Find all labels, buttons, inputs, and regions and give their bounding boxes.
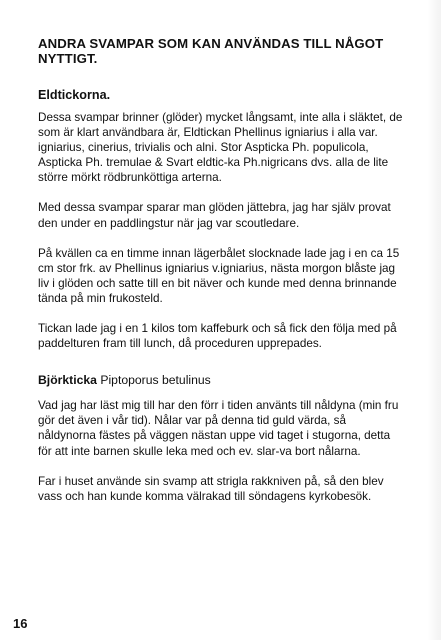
section-heading-eldtickorna: Eldtickorna. [38,88,111,102]
paragraph: Vad jag har läst mig till har den förr i tiden använts till nåldyna (min fru gör det även i vår tid). Nålar var på denna tid guld värda, så nåldynorna fästes på väggen nästan uppe vid taget i stugorna, detta för att inte barnen skulle leka med och ev. slar-va bort nålarna. [38,399,399,458]
paragraph: På kvällen ca en timme innan lägerbålet slocknade lade jag i en ca 15 cm stor frk. av Phellinus igniarius v.igniarius, nästa morgon blåste jag liv i glöden och satte till en bit näver och kunde med denna brinnande tända på min frukosteld. [38,246,400,305]
paragraph: Med dessa svampar sparar man glöden jättebra, jag har själv provat den under en paddlingstur när jag var scoutledare. [38,201,391,230]
paragraph: Dessa svampar brinner (glöder) mycket långsamt, inte alla i släktet, de som är klart användbara är, Eldtickan Phellinus igniarius i alla var. igniarius, cinerius, trivialis och alni. Stor Aspticka Ph. populicola, Aspticka Ph. tremulae & Svart eldtic-ka Ph.nigricans dvs. alla de lite större mörkt rödbrunköttiga arterna. [38,111,403,185]
paragraph: Far i huset använde sin svamp att strigla rakkniven på, så den blev vass och han kunde komma välrakad till söndagens kyrkobesök. [38,474,384,503]
species-heading-bjorkticka [38,373,406,388]
species-latin-name: Piptoporus betulinus [100,373,211,388]
page-content [38,36,406,519]
species-common-name: Björkticka [38,373,97,388]
page-number: 16 [13,616,28,631]
page-edge-shadow [427,0,441,640]
paragraph: Tickan lade jag i en 1 kilos tom kaffeburk och så fick den följa med på paddelturen fram till lunch, då proceduren upprepades. [38,322,397,351]
page-title: ANDRA SVAMPAR SOM KAN ANVÄNDAS TILL NÅGOT NYTTIGT. [38,36,384,66]
